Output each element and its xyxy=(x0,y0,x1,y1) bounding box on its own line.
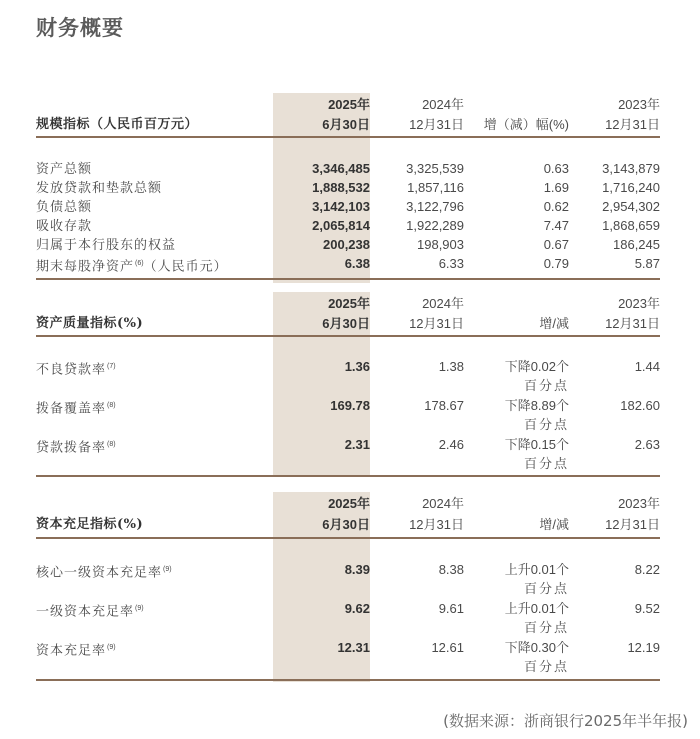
section-title: 规模指标（人民币百万元） xyxy=(36,117,199,132)
col2-year: 2024年 xyxy=(422,97,464,112)
header-row-years: 2025年 2024年 2023年 xyxy=(328,296,660,311)
col1-year: 2025年 xyxy=(328,97,370,112)
header-rule xyxy=(36,335,660,337)
section-bottom-rule xyxy=(36,278,660,280)
footnote-marker: (8) xyxy=(107,441,116,448)
section-bottom-rule xyxy=(36,475,660,477)
section-asset-quality: 2025年 2024年 2023年 资产质量指标(%) 6月30日 12月31日 增/减 12月31日 不良贷款率$^{(7)}$ 1.36 1.38 下降0.02个 1.44 百分点 拨备覆盖率$^{(8)}$ 169.78 178.67 下降8.89个 182.60 百分点 贷款拨备率$^{(8)}$ 2.31 2.46 下降0.15个 2.63 百分点 xyxy=(36,292,660,477)
table-row: 拨备覆盖率$^{(8)}$ 169.78 178.67 下降8.89个 182.60 xyxy=(36,398,660,416)
table-row: 发放贷款和垫款总额 1,888,532 1,857,116 1.69 1,716,240 xyxy=(36,180,660,195)
footnote-marker: (7) xyxy=(107,363,116,370)
table-row: 贷款拨备率$^{(8)}$ 2.31 2.46 下降0.15个 2.63 xyxy=(36,437,660,455)
table-row: 不良贷款率$^{(7)}$ 1.36 1.38 下降0.02个 1.44 xyxy=(36,359,660,377)
footnote-marker: (6) xyxy=(135,260,144,267)
col3-header: 增（减）幅(%) xyxy=(483,117,569,132)
table-row: 核心一级资本充足率$^{(9)}$ 8.39 8.38 上升0.01个 8.22 xyxy=(36,562,660,580)
header-rule xyxy=(36,136,660,138)
section-bottom-rule xyxy=(36,679,660,681)
header-row-dates xyxy=(36,115,660,135)
footnote-marker: (9) xyxy=(135,605,144,612)
table-row: 一级资本充足率$^{(9)}$ 9.62 9.61 上升0.01个 9.52 xyxy=(36,601,660,619)
header-row-years xyxy=(36,95,660,115)
header-row-years: 2025年 2024年 2023年 xyxy=(328,496,660,511)
footnote-marker: (9) xyxy=(107,644,116,651)
source-note: (数据来源：浙商银行2025年半年报) xyxy=(443,712,688,730)
table-row: 资本充足率$^{(9)}$ 12.31 12.61 下降0.30个 12.19 xyxy=(36,640,660,658)
header-row-dates: 资本充足指标(%) 6月30日 12月31日 增/减 12月31日 xyxy=(36,515,660,535)
col1-date: 6月30日 xyxy=(322,117,370,132)
section-scale-indicators xyxy=(36,93,660,283)
header-rule xyxy=(36,537,660,539)
col4-year: 2023年 xyxy=(618,97,660,112)
col2-date: 12月31日 xyxy=(409,117,464,132)
col4-date: 12月31日 xyxy=(605,117,660,132)
section-title: 资本充足指标(%) xyxy=(36,517,144,532)
section-title: 资产质量指标(%) xyxy=(36,316,144,331)
section-capital-adequacy: 2025年 2024年 2023年 资本充足指标(%) 6月30日 12月31日 增/减 12月31日 核心一级资本充足率$^{(9)}$ 8.39 8.38 上升0.01个 8.22 百分点 一级资本充足率$^{(9)}$ 9.62 9.61 上升0.01个 9.52 百分点 资本充足率$^{(9)}$ 12.31 12.61 下降0.30个 12.19 百分点 xyxy=(36,492,660,682)
table-row: 期末每股净资产$^{(6)}$（人民币元） 6.38 6.33 0.79 5.87 xyxy=(36,256,660,274)
footnote-marker: (8) xyxy=(107,402,116,409)
footnote-marker: (9) xyxy=(163,566,172,573)
table-row: 归属于本行股东的权益 200,238 198,903 0.67 186,245 xyxy=(36,237,660,252)
header-row-dates: 资产质量指标(%) 6月30日 12月31日 增/减 12月31日 xyxy=(36,314,660,334)
table-row: 资产总额 3,346,485 3,325,539 0.63 3,143,879 xyxy=(36,161,660,176)
table-row: 负债总额 3,142,103 3,122,796 0.62 2,954,302 xyxy=(36,199,660,214)
table-row: 吸收存款 2,065,814 1,922,289 7.47 1,868,659 xyxy=(36,218,660,233)
page-title: 财务概要 xyxy=(36,15,124,40)
